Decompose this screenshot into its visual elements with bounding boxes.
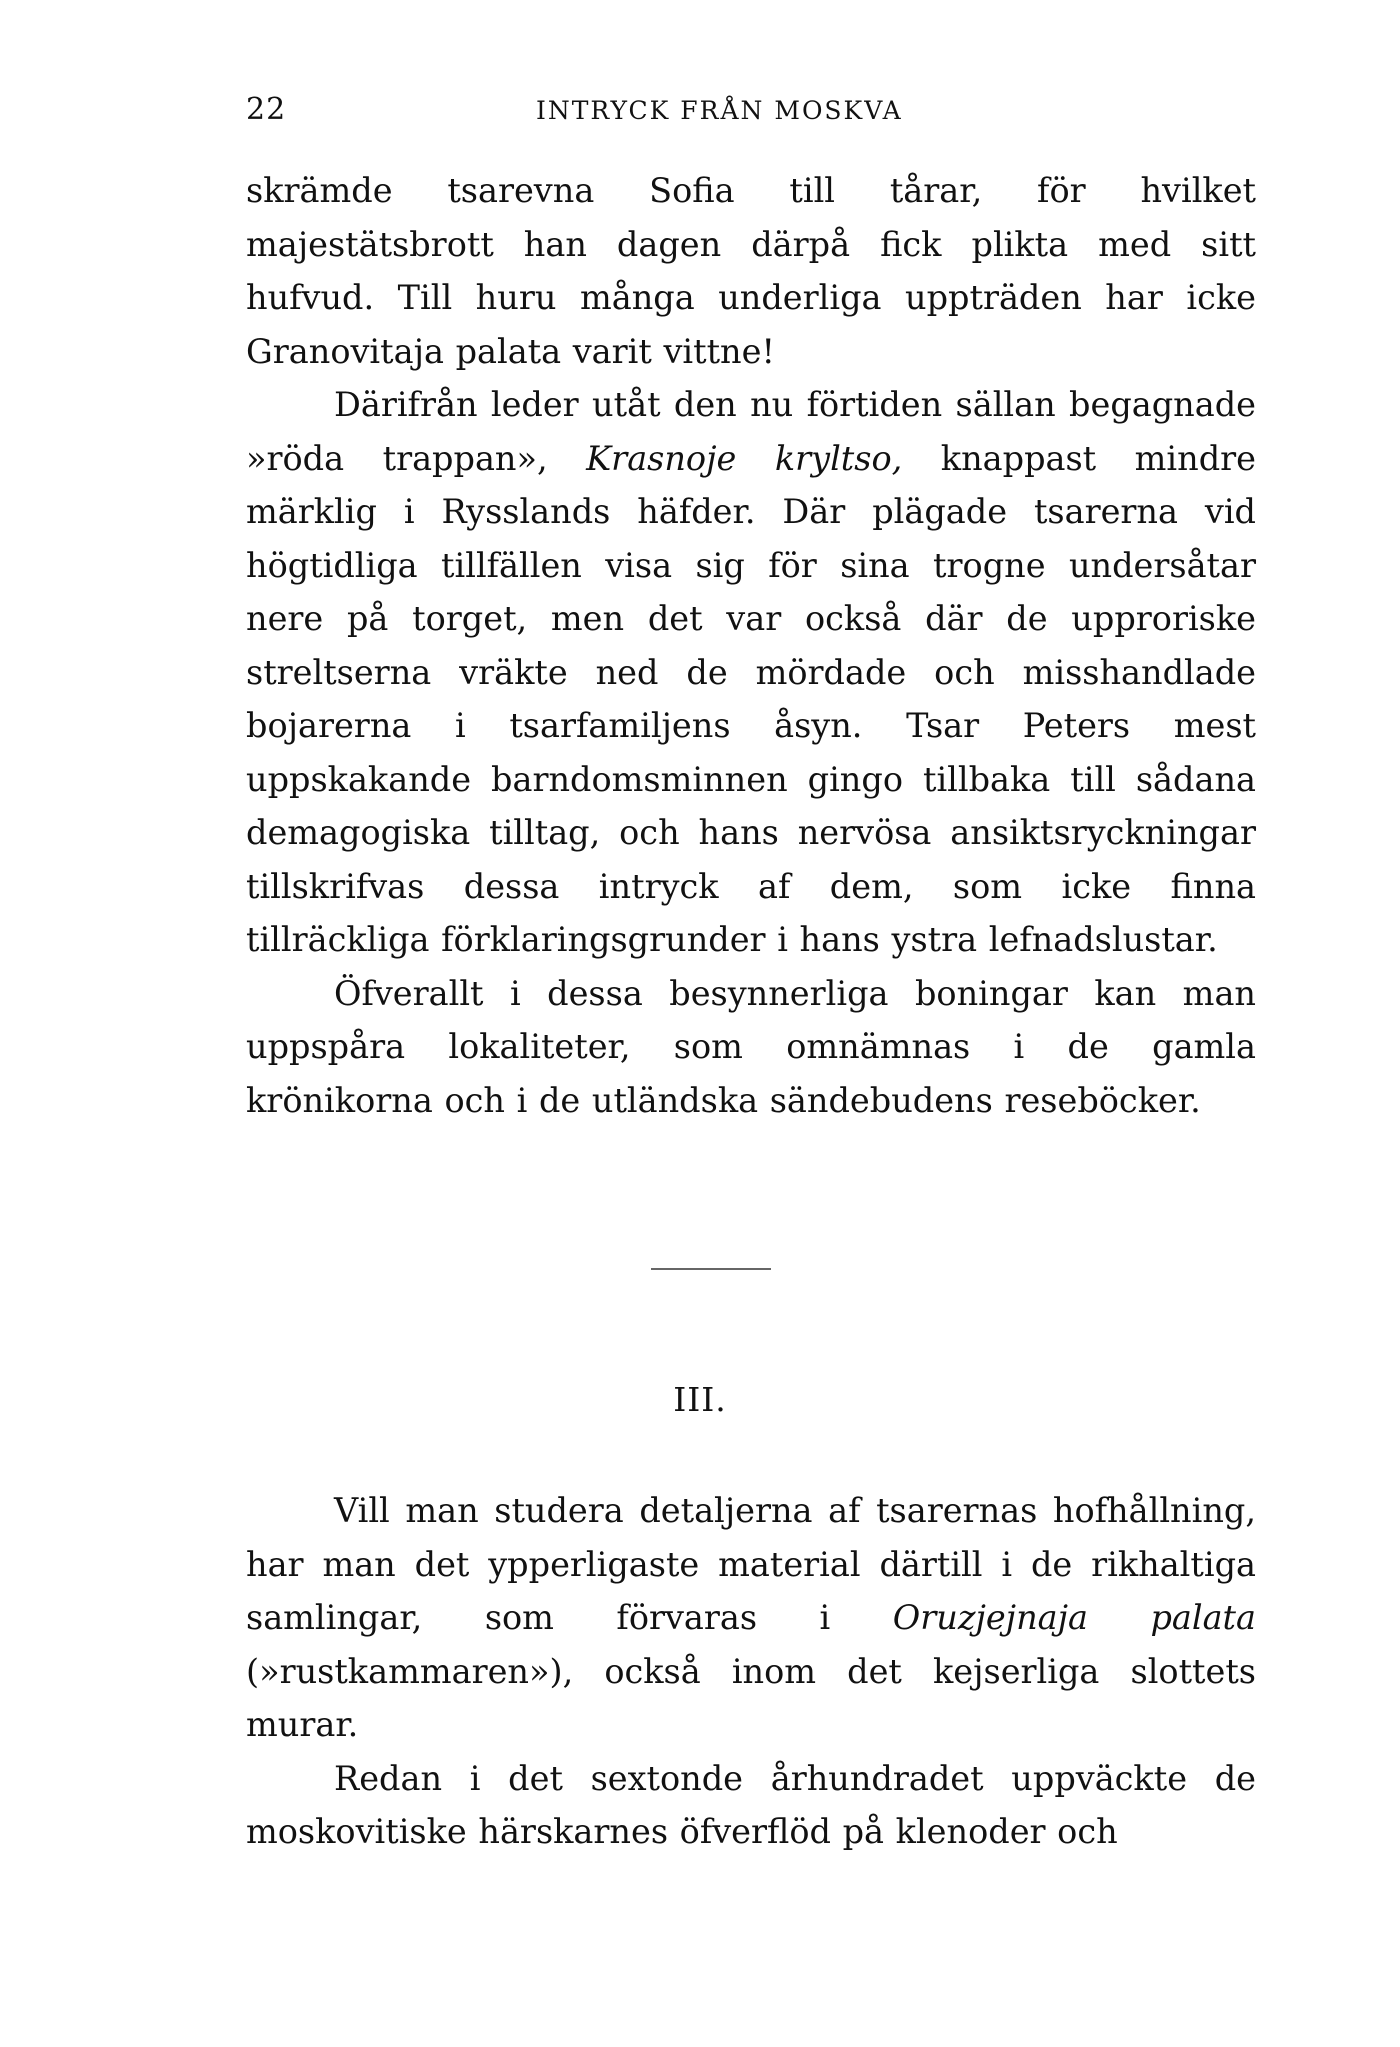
paragraph-2: [246, 378, 1256, 967]
running-head: INTRYCK FRÅN MOSKVA: [536, 96, 903, 125]
paragraph-4-text-after: (»rustkammaren»), också inom det kejserliga slottets murar.: [246, 1651, 1256, 1744]
paragraph-2-text-before: Därifrån leder utåt den nu förtiden sällan begagnade »röda trappan»,: [246, 385, 1256, 478]
paragraph-2-italic-term: Krasnoje kryltso,: [586, 438, 903, 478]
page-number: 22: [246, 92, 287, 127]
paragraph-3: Öfverallt i dessa besynnerliga boningar kan man uppspåra lokaliteter, som omnämnas i de gamla krönikorna och i de utländska sändebudens reseböcker.: [246, 973, 1256, 1120]
paragraph-2-text-after: knappast mindre märklig i Rysslands häfder. Där plägade tsarerna vid högtidliga tillfällen visa sig för sina trogne undersåtar nere på torget, men det var också där de upproriske streltserna vräkte ned de mördade och misshandlade bojarerna i tsarfamiljens åsyn. Tsar Peters mest uppskakande barndomsminnen gingo tillbaka till sådana demagogiska tilltag, och hans nervösa ansiktsryckningar tillskrifvas dessa intryck af dem, som icke finna tillräckliga förklaringsgrunder i hans ystra lefnadslustar.: [246, 438, 1256, 959]
paragraph-5: Redan i det sextonde århundradet uppväckte de moskovitiske härskarnes öfverflöd på klenoder och: [246, 1758, 1256, 1851]
page-header: [246, 92, 1256, 132]
body-text-top: [246, 164, 1256, 1127]
paragraph-4-text-before: Vill man studera detaljerna af tsarernas hofhållning, har man det ypperligaste material därtill i de rikhaltiga samlingar, som förvaras i: [246, 1491, 1256, 1637]
paragraph-1: skrämde tsarevna Sofia till tårar, för hvilket majestätsbrott han dagen därpå fick plikta med sitt hufvud. Till huru många underliga uppträden har icke Granovitaja palata varit vittne!: [246, 171, 1256, 371]
paragraph-4: [246, 1484, 1256, 1752]
section-heading: III.: [673, 1380, 727, 1419]
paragraph-4-italic-term: Oruzjejnaja palata: [892, 1598, 1256, 1637]
body-text-bottom: [246, 1484, 1256, 1859]
section-separator: [651, 1268, 771, 1270]
